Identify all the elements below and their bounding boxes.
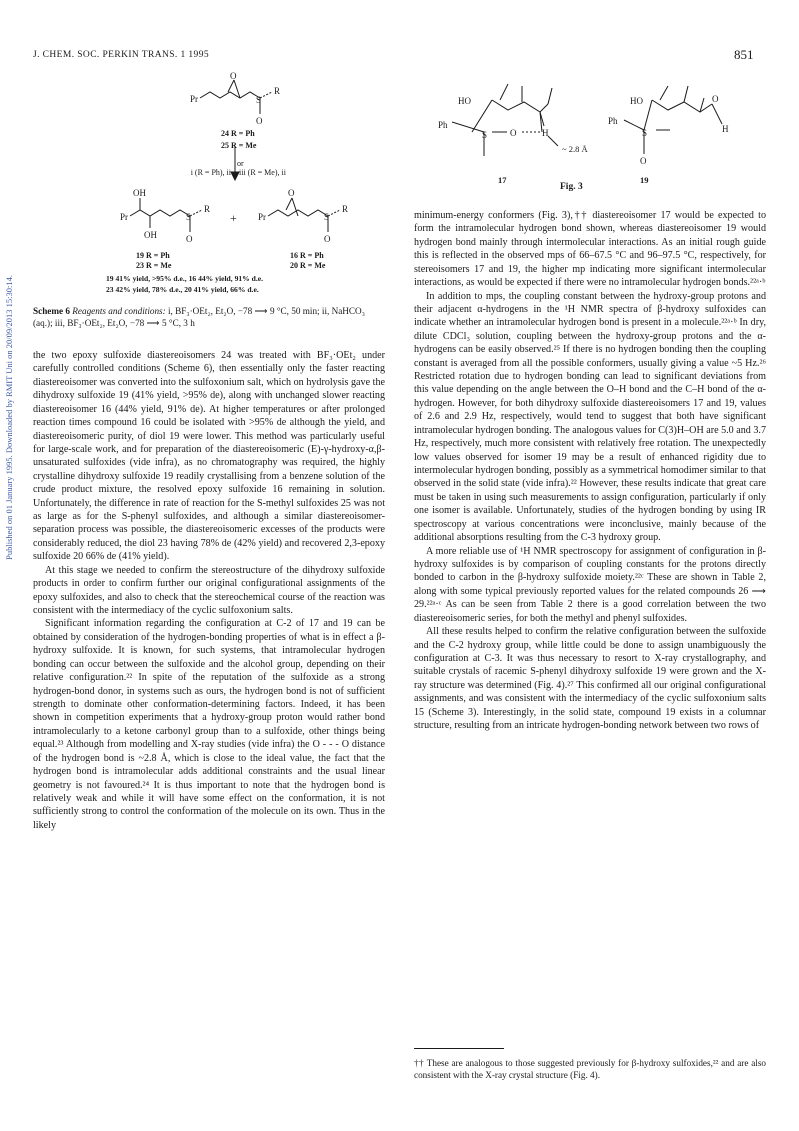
right-column (414, 209, 766, 732)
fig3-19-h: H (722, 124, 729, 134)
scheme-left-pr: Pr (120, 212, 129, 222)
scheme-caption-label: Scheme 6 (33, 306, 70, 316)
fig3-19-o: O (712, 94, 719, 104)
scheme-left-r: R (204, 204, 211, 214)
fig-3-label: Fig. 3 (560, 182, 583, 192)
page-number: 851 (734, 47, 754, 62)
right-paragraph-4: All these results helped to confirm the relative configuration between the sulfoxide and the C-2 hydroxy group, while little could be done to assign unambiguously the configuration at C-3. It was thus necessary to resort to X-ray crystallography, and suitable crystals of racemic S-phenyl dihydroxy sulfoxide 19 were grown and the X-ray structure was determined (Fig. 4).²⁷ This confirmed all our original configurational assignments, and was consistent with the intermediacy of the cyclic sulfoxonium salts 15 (Scheme 3). Interestingly, in the solid state, compound 19 exists in a columnar structure, resulting from an intricate hydrogen-bonding network between two rows of (414, 626, 766, 732)
scheme-left-oh-bottom: OH (144, 230, 157, 240)
fig-3-diagram (412, 58, 732, 183)
fig3-17-h: H (542, 128, 549, 138)
fig3-17-o: O (510, 128, 517, 138)
scheme-left-label-1: 19 R = Ph (136, 251, 170, 260)
fig3-distance: ~ 2.8 Å (562, 144, 588, 154)
download-watermark: Published on 01 January 1995. Downloaded by RMIT Uni on 20/09/2013 15:30:14. (4, 275, 14, 560)
scheme-6-diagram (100, 68, 370, 300)
scheme-top-s: S (256, 95, 262, 105)
scheme-top-label-1: 24 R = Ph (221, 129, 255, 138)
fig3-label-19: 19 (640, 175, 649, 183)
scheme-right-o: O (288, 188, 295, 198)
fig3-17-s: S (482, 130, 488, 140)
scheme-left-ominus: O (186, 234, 193, 244)
right-paragraph-3: A more reliable use of ¹H NMR spectroscopy for assignment of configuration in β-hydroxy sulfoxides is by comparison of coupling constants for the protons directly bonded to carbon in the β-hydroxy sulfoxide moiety.²²ᶜ These are shown in Table 2, along with some typical previously reported values for the related compounds 26 ⟶ 29.²²ᵃ·ᶜ As can be seen from Table 2 there is a good correlation between the two diastereoisomeric series, for both the methyl and phenyl sulfoxides. (414, 545, 766, 624)
scheme-right-label-2: 20 R = Me (290, 261, 326, 270)
fig3-19-s: S (642, 128, 648, 138)
scheme-top-pr: Pr (190, 94, 199, 104)
scheme-yield-2: 23 42% yield, 78% d.e., 20 41% yield, 66% d.e. (106, 285, 259, 294)
scheme-left-label-2: 23 R = Me (136, 261, 172, 270)
scheme-right-s: S (324, 212, 330, 222)
right-paragraph-1: minimum-energy conformers (Fig. 3),†† diastereoisomer 17 would be expected to form the intramolecular hydrogen bond shown, whereas diastereoisomer 19 would hydrogen bond mainly through intermolecular interactions. As an initial rough guide this is reflected in the observed mps of 66–67.5 °C and 96–97.5 °C, respectively, for stereoisomers 17 and 19, the higher mp indicating more significant intermolecular interactions, as would be expected if there were no intramolecular hydrogen bonds.²²ᵃ·ᵇ (414, 210, 766, 289)
fig3-17-ho: HO (458, 96, 471, 106)
scheme-6-caption (33, 305, 385, 330)
scheme-right-label-1: 16 R = Ph (290, 251, 324, 260)
scheme-yield-1: 19 41% yield, >95% d.e., 16 44% yield, 91% d.e. (106, 274, 264, 283)
fig3-19-ominus: O (640, 156, 647, 166)
right-paragraph-2: In addition to mps, the coupling constant between the hydroxy-group protons and their adjacent α-hydrogens in the ¹H NMR spectra of β-hydroxy sulfoxides can indicate whether an intramolecular hydrogen bond is present in a molecule.²²ᵃ·ᵇ In dry, dilute CDCl₃ solution, coupling between the hydroxy-group protons and the α-hydrogens can be easily observed.²⁵ If there is no hydrogen bonding then the coupling constant is averaged from all the possible conformers, usually giving a value ~5 Hz.²⁶ Restricted rotation due to hydrogen bonding can lead to significant deviations from this value depending on the angle between the O–H bond and the C–H bond of the α-hydrogen. However, for both dihydroxy sulfoxide diastereoisomers 17 and 19, values of 2.6 and 2.9 Hz, respectively, would tend to suggest that both have significant intramolecular hydrogen bonding. The analogous values for C(3)H–OH are 5.0 and 3.7 Hz, respectively, much more consistent with relatively free rotation. The unexpectedly low values observed for isomer 19 may be a result of enhanced rigidity due to intermolecular hydrogen bonding, possibly as a symmetrical homodimer similar to that observed in the solid state (vide infra).²² However, these results indicate that great care must be taken in using such measurements to assign configuration, particularly if only one isomer is available. Unfortunately, studies of the hydrogen bonding by using IR spectroscopy at various concentrations were inconclusive, mainly because of the additional absorptions resulting from the C-3 hydroxy group. (414, 290, 766, 544)
scheme-arrow-or: or (237, 159, 244, 168)
scheme-arrow-right: iii (R = Me), ii (239, 168, 286, 177)
fig3-19-ph: Ph (608, 116, 618, 126)
fig3-17-ph: Ph (438, 120, 448, 130)
fig3-19-ho: HO (630, 96, 643, 106)
scheme-plus: + (230, 211, 237, 225)
scheme-caption-title: Reagents and conditions: (72, 306, 166, 316)
left-paragraph-1: the two epoxy sulfoxide diastereoisomers 24 was treated with BF₃·OEt₂ under carefully controlled conditions (Scheme 6), then essentially only the faster reacting diastereoisomer was converted into the sulfoxonium salt, which on hydrolysis gave the dihydroxy sulfoxide 19 (41% yield, >95% de), along with unchanged slower reacting diastereoisomer 16 (44% yield, 91% de). At higher temperatures or after prolonged reaction times compound 16 could be isolated with >95% de although the yield, and diastereoisomeric purity, of diol 19 were lower. This method was particularly useful for large-scale work, and for preparation of the diastereoisomeric (E)-γ-hydroxy-α,β-unsaturated sulfoxides (vide infra), as no chromatography was required, the highly crystalline dihydroxy sulfoxide 19 readily crystallising from a benzene solution of the crude product mixture, the resolved epoxy sulfoxide 16 remaining in solution. Unfortunately, the difference in rate of reaction for the S-methyl sulfoxides 25 was not as large as for the S-phenyl sulfoxides, and although a similar diastereoisomer-separation process was possible, the diastereoisomeric excesses of the products were considerably reduced, the diol 23 having 78% de (42% yield) and recovered 2,3-epoxy sulfoxide 20 66% de (41% yield). (33, 350, 385, 563)
scheme-top-o: O (230, 71, 237, 81)
footnote-divider (414, 1048, 504, 1049)
left-paragraph-3: Significant information regarding the configuration at C-2 of 17 and 19 can be obtained by consideration of the hydrogen-bonding properties of what is in effect a β-hydroxy sulfoxide. It is known, for such systems, that intramolecular hydrogen bonding can occur between the sulfoxide and the alcohol group, depending on their relative configuration.²² In spite of the reputation of the sulfoxide as a strong hydrogen-bond donor, in systems such as ours, the hydrogen bond is not of sufficient strength to dominate other conformation-determining factors. Indeed, it has been shown in competition experiments that a hydroxy-group proton would rather bond intramolecularly to a ketone carbonyl group than to a sulfoxide, other things being equal.²³ Although from modelling and X-ray studies (vide infra) the O - - - O distance of the hydrogen bond is ~2.8 Å, which is close to the ideal value, the fact that the hydrogen bond is intramolecular adds additional constraints and the usual linear geometry is not favoured.²⁴ It is thus important to note that the hydrogen bond is relatively weak and while it will have some effect on the conformation, it is not sufficiently strong to control the conformation of the molecule on its own. Thus in the likely (33, 618, 385, 831)
scheme-left-oh-top: OH (133, 188, 146, 198)
scheme-right-ominus: O (324, 234, 331, 244)
journal-header: J. CHEM. SOC. PERKIN TRANS. 1 1995 (33, 50, 210, 60)
scheme-caption-text: i, BF₃·OEt₂, Et₂O, −78 ⟶ 9 °C, 50 min; ii, NaHCO₃ (aq.); iii, BF₃·OEt₂, Et₂O, −78 ⟶ 5 °C, 3 h (33, 306, 365, 329)
left-paragraph-2: At this stage we needed to confirm the stereostructure of the dihydroxy sulfoxide products in order to confirm further our original configurational assignments of the epoxy sulfoxides, and also to check that the stereochemical course of the reaction was consistent with the intermediacy of the cyclic sulfoxonium salts. (33, 564, 385, 617)
scheme-right-pr: Pr (258, 212, 267, 222)
fig3-label-17: 17 (498, 175, 507, 183)
scheme-top-ominus: O (256, 116, 263, 126)
scheme-top-label-2: 25 R = Me (221, 141, 257, 150)
scheme-left-s: S (186, 212, 192, 222)
scheme-right-r: R (342, 204, 349, 214)
footnote: †† These are analogous to those suggested previously for β-hydroxy sulfoxides,²² and are also consistent with the X-ray crystal structure (Fig. 4). (414, 1058, 766, 1081)
left-column (33, 349, 385, 832)
scheme-arrow-left: i (R = Ph), ii (190, 168, 231, 177)
scheme-top-r: R (274, 86, 281, 96)
